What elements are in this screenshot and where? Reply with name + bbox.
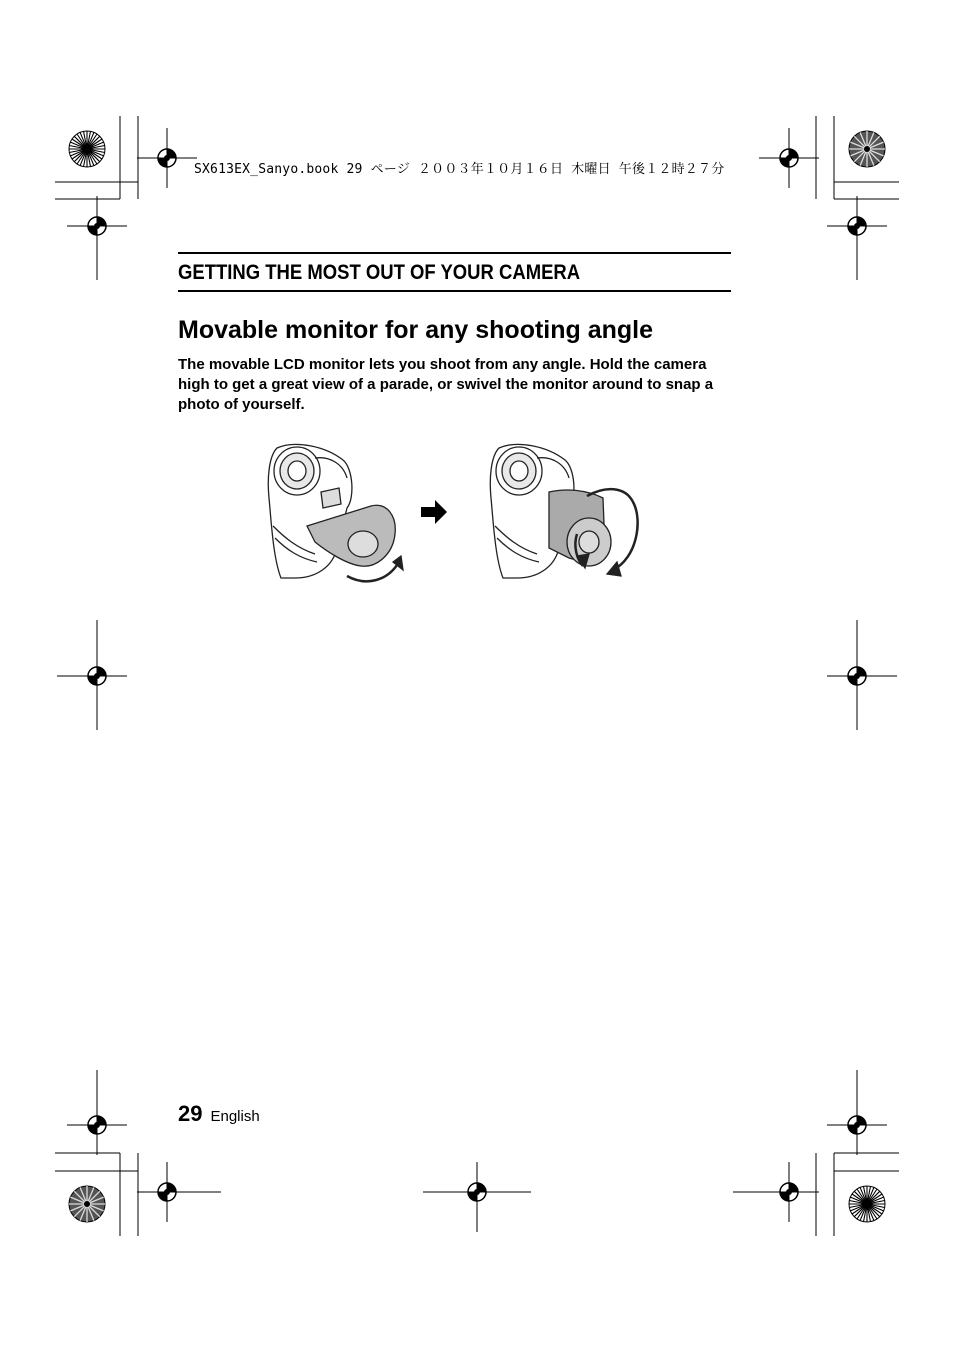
section-bar	[178, 252, 731, 292]
section-title: GETTING THE MOST OUT OF YOUR CAMERA	[178, 261, 581, 284]
footer-language: English	[210, 1108, 260, 1125]
camera-illustration	[255, 438, 655, 593]
page-number: 29	[178, 1101, 203, 1126]
right-arrow-icon	[421, 500, 447, 524]
page-heading: Movable monitor for any shooting angle	[178, 316, 654, 344]
intro-paragraph: The movable LCD monitor lets you shoot from any angle. Hold the camera high to get a great view of a parade, or swivel the monitor around to snap a photo of yourself.	[178, 356, 714, 413]
camera-monitor-swivel-icon	[490, 444, 637, 578]
camera-monitor-open-icon	[268, 444, 403, 581]
print-header: SX613EX_Sanyo.book 29 ページ ２００３年１０月１６日 木曜日 午後１２時２７分	[194, 162, 725, 177]
page-footer	[178, 1101, 260, 1127]
